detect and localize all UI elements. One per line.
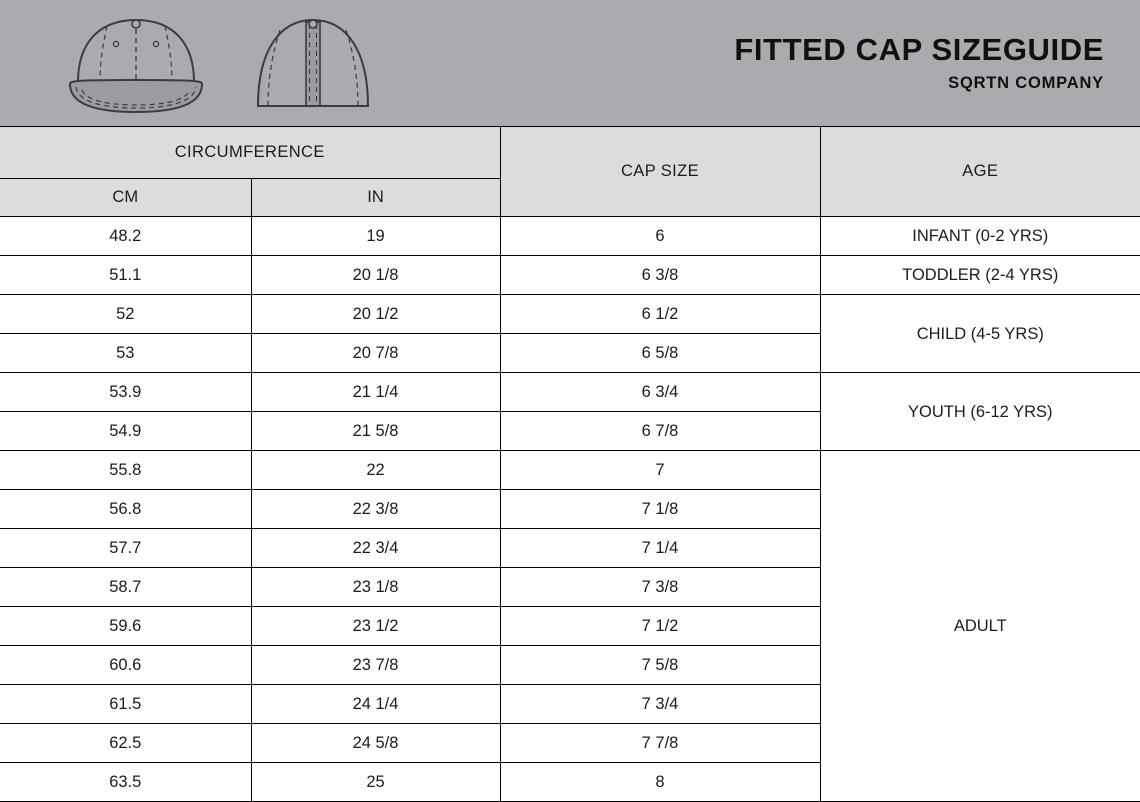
- cell-in: 20 1/2: [251, 295, 500, 334]
- cell-cm: 51.1: [0, 256, 251, 295]
- cell-cm: 61.5: [0, 685, 251, 724]
- cell-cm: 63.5: [0, 763, 251, 802]
- cell-in: 20 1/8: [251, 256, 500, 295]
- cap-illustrations: [60, 10, 380, 119]
- cell-cap-size: 6 1/2: [500, 295, 820, 334]
- cell-cap-size: 7 1/8: [500, 490, 820, 529]
- cell-in: 22: [251, 451, 500, 490]
- cell-cap-size: 7 1/4: [500, 529, 820, 568]
- cell-cm: 59.6: [0, 607, 251, 646]
- cell-cm: 56.8: [0, 490, 251, 529]
- cell-cm: 57.7: [0, 529, 251, 568]
- cell-cap-size: 7 1/2: [500, 607, 820, 646]
- header-cap-size: CAP SIZE: [500, 127, 820, 217]
- cell-cap-size: 7: [500, 451, 820, 490]
- cell-cap-size: 7 3/4: [500, 685, 820, 724]
- cell-cm: 62.5: [0, 724, 251, 763]
- cell-in: 23 1/8: [251, 568, 500, 607]
- cell-in: 24 5/8: [251, 724, 500, 763]
- cell-in: 23 1/2: [251, 607, 500, 646]
- cell-in: 21 1/4: [251, 373, 500, 412]
- cell-age-group: ADULT: [820, 451, 1140, 802]
- cell-in: 24 1/4: [251, 685, 500, 724]
- cell-cm: 55.8: [0, 451, 251, 490]
- cell-cap-size: 6 5/8: [500, 334, 820, 373]
- cell-age-group: INFANT (0-2 YRS): [820, 217, 1140, 256]
- cell-cap-size: 6 3/8: [500, 256, 820, 295]
- cell-cap-size: 7 3/8: [500, 568, 820, 607]
- cell-in: 21 5/8: [251, 412, 500, 451]
- header-in: IN: [251, 179, 500, 217]
- cell-age-group: YOUTH (6-12 YRS): [820, 373, 1140, 451]
- cell-cap-size: 8: [500, 763, 820, 802]
- cell-in: 22 3/8: [251, 490, 500, 529]
- cell-cap-size: 7 7/8: [500, 724, 820, 763]
- cell-in: 23 7/8: [251, 646, 500, 685]
- table-header: [0, 127, 1140, 217]
- cap-front-icon: [60, 10, 212, 119]
- cell-cap-size: 6 3/4: [500, 373, 820, 412]
- table-row: [0, 256, 1140, 295]
- cell-cm: 53.9: [0, 373, 251, 412]
- title-block: [734, 34, 1104, 92]
- cell-age-group: CHILD (4-5 YRS): [820, 295, 1140, 373]
- cell-cm: 53: [0, 334, 251, 373]
- cell-cm: 48.2: [0, 217, 251, 256]
- cell-in: 20 7/8: [251, 334, 500, 373]
- table-body: [0, 217, 1140, 802]
- cell-in: 25: [251, 763, 500, 802]
- cell-cm: 58.7: [0, 568, 251, 607]
- cell-cap-size: 6 7/8: [500, 412, 820, 451]
- cell-cap-size: 6: [500, 217, 820, 256]
- page-header: [0, 0, 1140, 126]
- company-name: SQRTN COMPANY: [948, 74, 1104, 93]
- table-row: [0, 217, 1140, 256]
- header-age: AGE: [820, 127, 1140, 217]
- page-title: FITTED CAP SIZEGUIDE: [734, 32, 1104, 68]
- cell-cm: 54.9: [0, 412, 251, 451]
- cell-in: 22 3/4: [251, 529, 500, 568]
- cell-cm: 60.6: [0, 646, 251, 685]
- size-table: [0, 126, 1140, 802]
- header-cm: CM: [0, 179, 251, 217]
- table-row: [0, 373, 1140, 412]
- table-row: [0, 451, 1140, 490]
- cap-back-icon: [246, 10, 380, 119]
- cell-age-group: TODDLER (2-4 YRS): [820, 256, 1140, 295]
- header-circumference: CIRCUMFERENCE: [0, 127, 500, 179]
- table-row: [0, 295, 1140, 334]
- cell-cap-size: 7 5/8: [500, 646, 820, 685]
- cell-cm: 52: [0, 295, 251, 334]
- cell-in: 19: [251, 217, 500, 256]
